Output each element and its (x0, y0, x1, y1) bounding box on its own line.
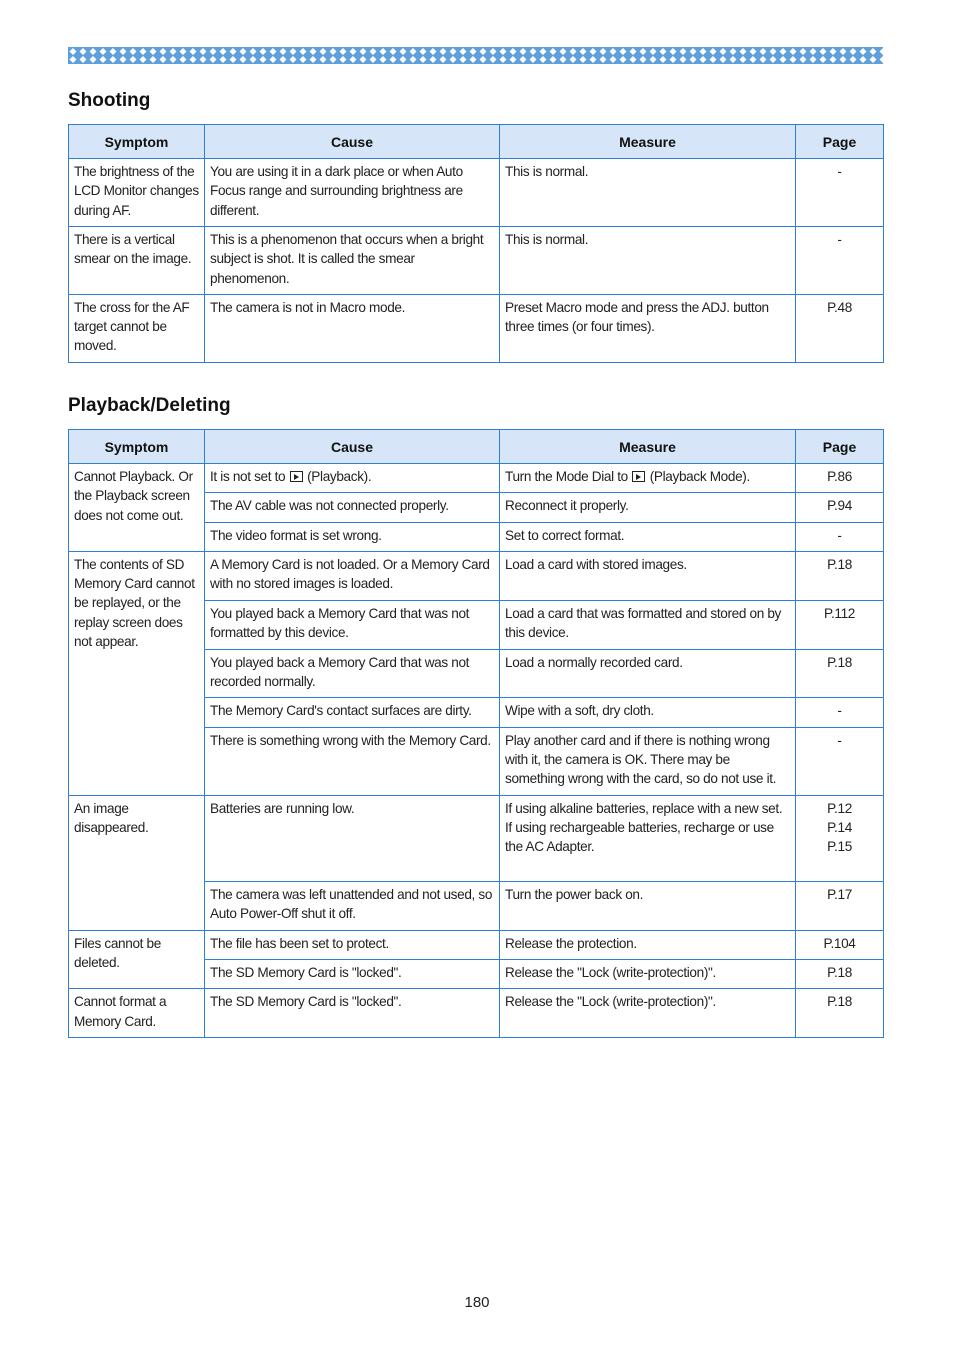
cause-cell: There is something wrong with the Memory Card. (205, 727, 500, 795)
cause-text: It is not set to (210, 469, 286, 484)
measure-cell: Reconnect it properly. (500, 493, 796, 522)
page-ref-cell: - (796, 159, 884, 227)
page-ref-cell: P.48 (796, 294, 884, 362)
table-row (69, 159, 884, 227)
cause-cell: The SD Memory Card is "locked". (205, 959, 500, 988)
page-ref-cell: P.17 (796, 881, 884, 930)
measure-text: (Playback Mode). (649, 469, 750, 484)
page-ref-cell: P.104 (796, 930, 884, 959)
column-header-cause: Cause (205, 430, 500, 464)
section-title-shooting: Shooting (68, 90, 151, 111)
page-number: 180 (464, 1294, 490, 1311)
page-ref-cell: P.94 (796, 493, 884, 522)
section-title-playback-deleting: Playback/Deleting (68, 395, 231, 416)
page-ref-cell: - (796, 522, 884, 551)
cause-cell: The Memory Card's contact surfaces are dirty. (205, 698, 500, 727)
column-header-page: Page (796, 125, 884, 159)
playback-icon (632, 471, 645, 482)
measure-cell: Turn the power back on. (500, 881, 796, 930)
measure-cell: Preset Macro mode and press the ADJ. button three times (or four times). (500, 294, 796, 362)
cause-cell: The camera was left unattended and not used, so Auto Power-Off shut it off. (205, 881, 500, 930)
symptom-cell: An image disappeared. (69, 795, 205, 930)
cause-cell: The video format is set wrong. (205, 522, 500, 551)
column-header-cause: Cause (205, 125, 500, 159)
measure-cell: Load a normally recorded card. (500, 649, 796, 698)
page-ref-cell: P.18 (796, 649, 884, 698)
page-ref-cell: P.112 (796, 600, 884, 649)
cause-cell: A Memory Card is not loaded. Or a Memory Card with no stored images is loaded. (205, 551, 500, 600)
cause-cell: The SD Memory Card is "locked". (205, 989, 500, 1038)
page-ref-line: P.15 (827, 839, 852, 855)
measure-cell: Load a card that was formatted and stored on by this device. (500, 600, 796, 649)
measure-line: If using alkaline batteries, replace with a new set. (505, 800, 783, 816)
measure-cell (500, 795, 796, 881)
cause-text: (Playback). (307, 469, 372, 484)
measure-cell: Set to correct format. (500, 522, 796, 551)
cause-cell (205, 464, 500, 493)
symptom-cell: The cross for the AF target cannot be moved. (69, 294, 205, 362)
table-row (69, 464, 884, 493)
page-ref-cell: P.18 (796, 959, 884, 988)
table-row (69, 930, 884, 959)
column-header-measure: Measure (500, 430, 796, 464)
measure-cell: Release the "Lock (write-protection)". (500, 959, 796, 988)
measure-cell: This is normal. (500, 227, 796, 295)
table-row (69, 294, 884, 362)
page-ref-line: P.14 (827, 819, 852, 835)
column-header-symptom: Symptom (69, 125, 205, 159)
page-ref-cell: - (796, 227, 884, 295)
symptom-cell: The brightness of the LCD Monitor changes during AF. (69, 159, 205, 227)
measure-cell: Play another card and if there is nothing wrong with it, the camera is OK. There may be something wrong with the card, so do not use it. (500, 727, 796, 795)
table-header-row (69, 125, 884, 159)
column-header-measure: Measure (500, 125, 796, 159)
table-row (69, 795, 884, 881)
measure-line: If using rechargeable batteries, recharge or use the AC Adapter. (505, 819, 774, 855)
table-row (69, 989, 884, 1038)
column-header-page: Page (796, 430, 884, 464)
page-ref-cell (796, 795, 884, 881)
symptom-cell: Cannot format a Memory Card. (69, 989, 205, 1038)
measure-cell: Release the protection. (500, 930, 796, 959)
playback-deleting-table (68, 429, 884, 1038)
symptom-cell: The contents of SD Memory Card cannot be replayed, or the replay screen does not appear. (69, 551, 205, 795)
symptom-cell: There is a vertical smear on the image. (69, 227, 205, 295)
page-ref-line: P.12 (827, 800, 852, 816)
page-ref-cell: - (796, 698, 884, 727)
cause-cell: You are using it in a dark place or when Auto Focus range and surrounding brightness are different. (205, 159, 500, 227)
table-header-row (69, 430, 884, 464)
measure-cell: Load a card with stored images. (500, 551, 796, 600)
column-header-symptom: Symptom (69, 430, 205, 464)
page-ref-cell: P.18 (796, 989, 884, 1038)
measure-cell: Wipe with a soft, dry cloth. (500, 698, 796, 727)
decorative-top-band (68, 47, 883, 64)
table-row (69, 227, 884, 295)
cause-cell: You played back a Memory Card that was not formatted by this device. (205, 600, 500, 649)
cause-cell: Batteries are running low. (205, 795, 500, 881)
measure-cell: This is normal. (500, 159, 796, 227)
page-ref-cell: P.18 (796, 551, 884, 600)
measure-text: Turn the Mode Dial to (505, 469, 628, 484)
diamond-pattern-icon (68, 47, 883, 64)
measure-cell (500, 464, 796, 493)
cause-cell: The file has been set to protect. (205, 930, 500, 959)
shooting-table (68, 124, 884, 363)
measure-cell: Release the "Lock (write-protection)". (500, 989, 796, 1038)
cause-cell: The camera is not in Macro mode. (205, 294, 500, 362)
cause-cell: The AV cable was not connected properly. (205, 493, 500, 522)
page-ref-cell: P.86 (796, 464, 884, 493)
playback-icon (290, 471, 303, 482)
cause-cell: You played back a Memory Card that was not recorded normally. (205, 649, 500, 698)
symptom-cell: Files cannot be deleted. (69, 930, 205, 989)
page-ref-cell: - (796, 727, 884, 795)
table-row (69, 551, 884, 600)
symptom-cell: Cannot Playback. Or the Playback screen does not come out. (69, 464, 205, 552)
cause-cell: This is a phenomenon that occurs when a bright subject is shot. It is called the smear phenomenon. (205, 227, 500, 295)
